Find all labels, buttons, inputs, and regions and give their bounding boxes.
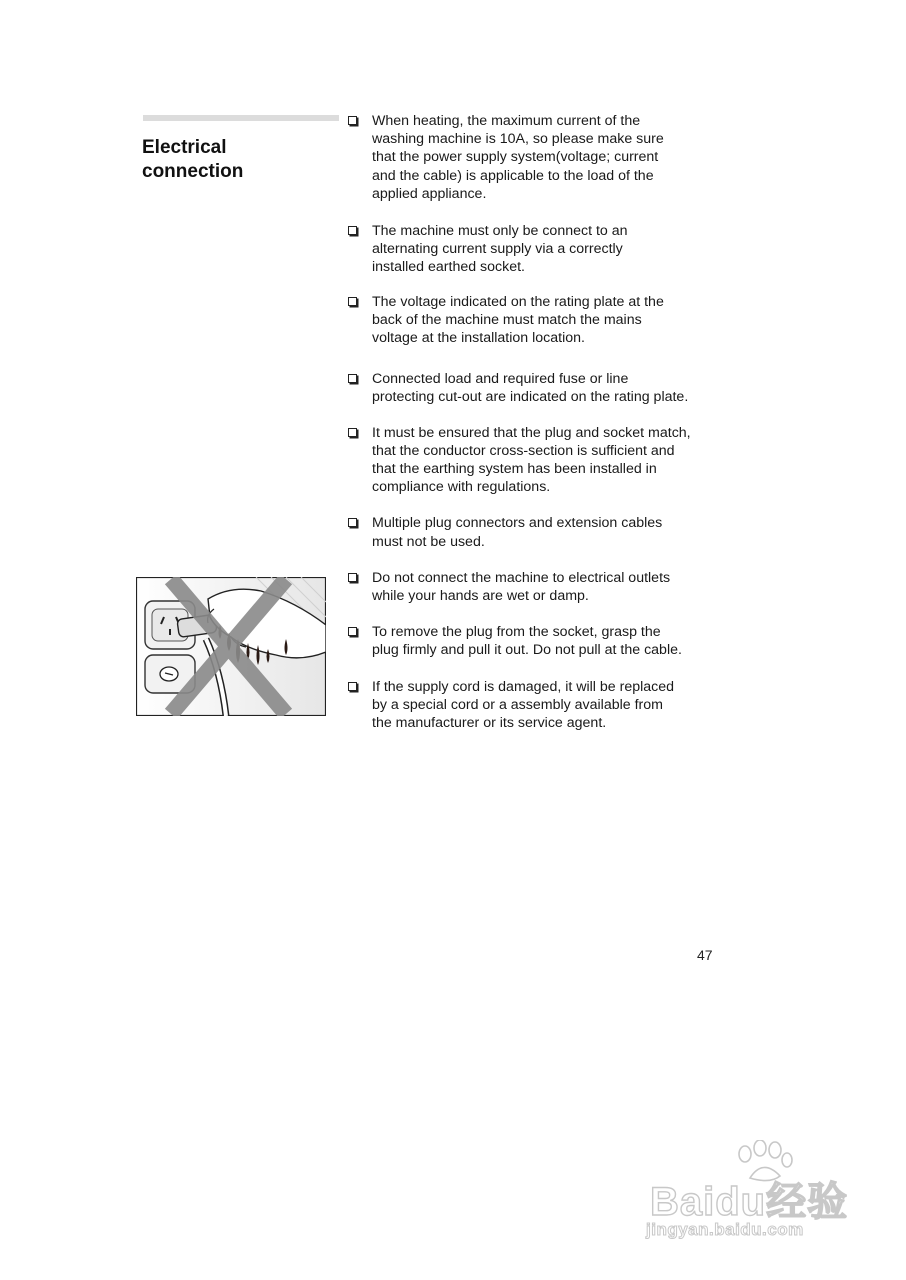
bullet-item — [348, 514, 738, 550]
bullet-text: To remove the plug from the socket, grasp the plug firmly and pull it out. Do not pull at the cable. — [372, 624, 682, 659]
checkbox-bullet-icon — [348, 573, 357, 582]
watermark-brand: Baidu经验 — [650, 1180, 849, 1224]
checkbox-bullet-icon — [348, 428, 357, 437]
checkbox-bullet-icon — [348, 627, 357, 636]
bullet-item — [348, 424, 738, 497]
watermark — [640, 1140, 855, 1250]
bullet-text: Multiple plug connectors and extension cables must not be used. — [372, 515, 663, 550]
bullet-item — [348, 293, 738, 348]
section-divider — [143, 115, 339, 121]
bullet-text: The voltage indicated on the rating plate at the back of the machine must match the mains voltage at the installation location. — [372, 293, 664, 347]
bullet-item — [348, 222, 738, 277]
checkbox-bullet-icon — [348, 297, 357, 306]
checkbox-bullet-icon — [348, 226, 357, 235]
bullet-text: Do not connect the machine to electrical outlets while your hands are wet or damp. — [372, 569, 671, 605]
bullet-list — [348, 112, 738, 732]
bullet-text: The machine must only be connect to an alternating current supply via a correctly installed earthed socket. — [372, 223, 628, 276]
bullet-text: When heating, the maximum current of the washing machine is 10A, so please make sure that the power supply system(voltage; current and the cable) is applicable to the load of the applied appliance. — [372, 113, 664, 202]
watermark-url: jingyan.baidu.com — [646, 1220, 804, 1239]
bullet-item — [348, 112, 738, 203]
bullet-text: It must be ensured that the plug and socket match, that the conductor cross-section is sufficient and that the earthing system has been installed in compliance with regulations. — [372, 424, 691, 496]
bullet-item — [348, 569, 738, 605]
bullet-text: Connected load and required fuse or line protecting cut-out are indicated on the rating plate. — [372, 371, 689, 406]
checkbox-bullet-icon — [348, 374, 357, 383]
wet-hand-plug-prohibited-icon — [136, 577, 326, 716]
section-title: Electrical connection — [142, 137, 244, 182]
bullet-item — [348, 370, 738, 406]
bullet-item — [348, 678, 738, 733]
checkbox-bullet-icon — [348, 682, 357, 691]
checkbox-bullet-icon — [348, 518, 357, 527]
bullet-item — [348, 623, 738, 659]
bullet-text: If the supply cord is damaged, it will be replaced by a special cord or a assembly available from the manufacturer or its service agent. — [372, 678, 675, 732]
page-number: 47 — [697, 947, 713, 963]
checkbox-bullet-icon — [348, 116, 357, 125]
